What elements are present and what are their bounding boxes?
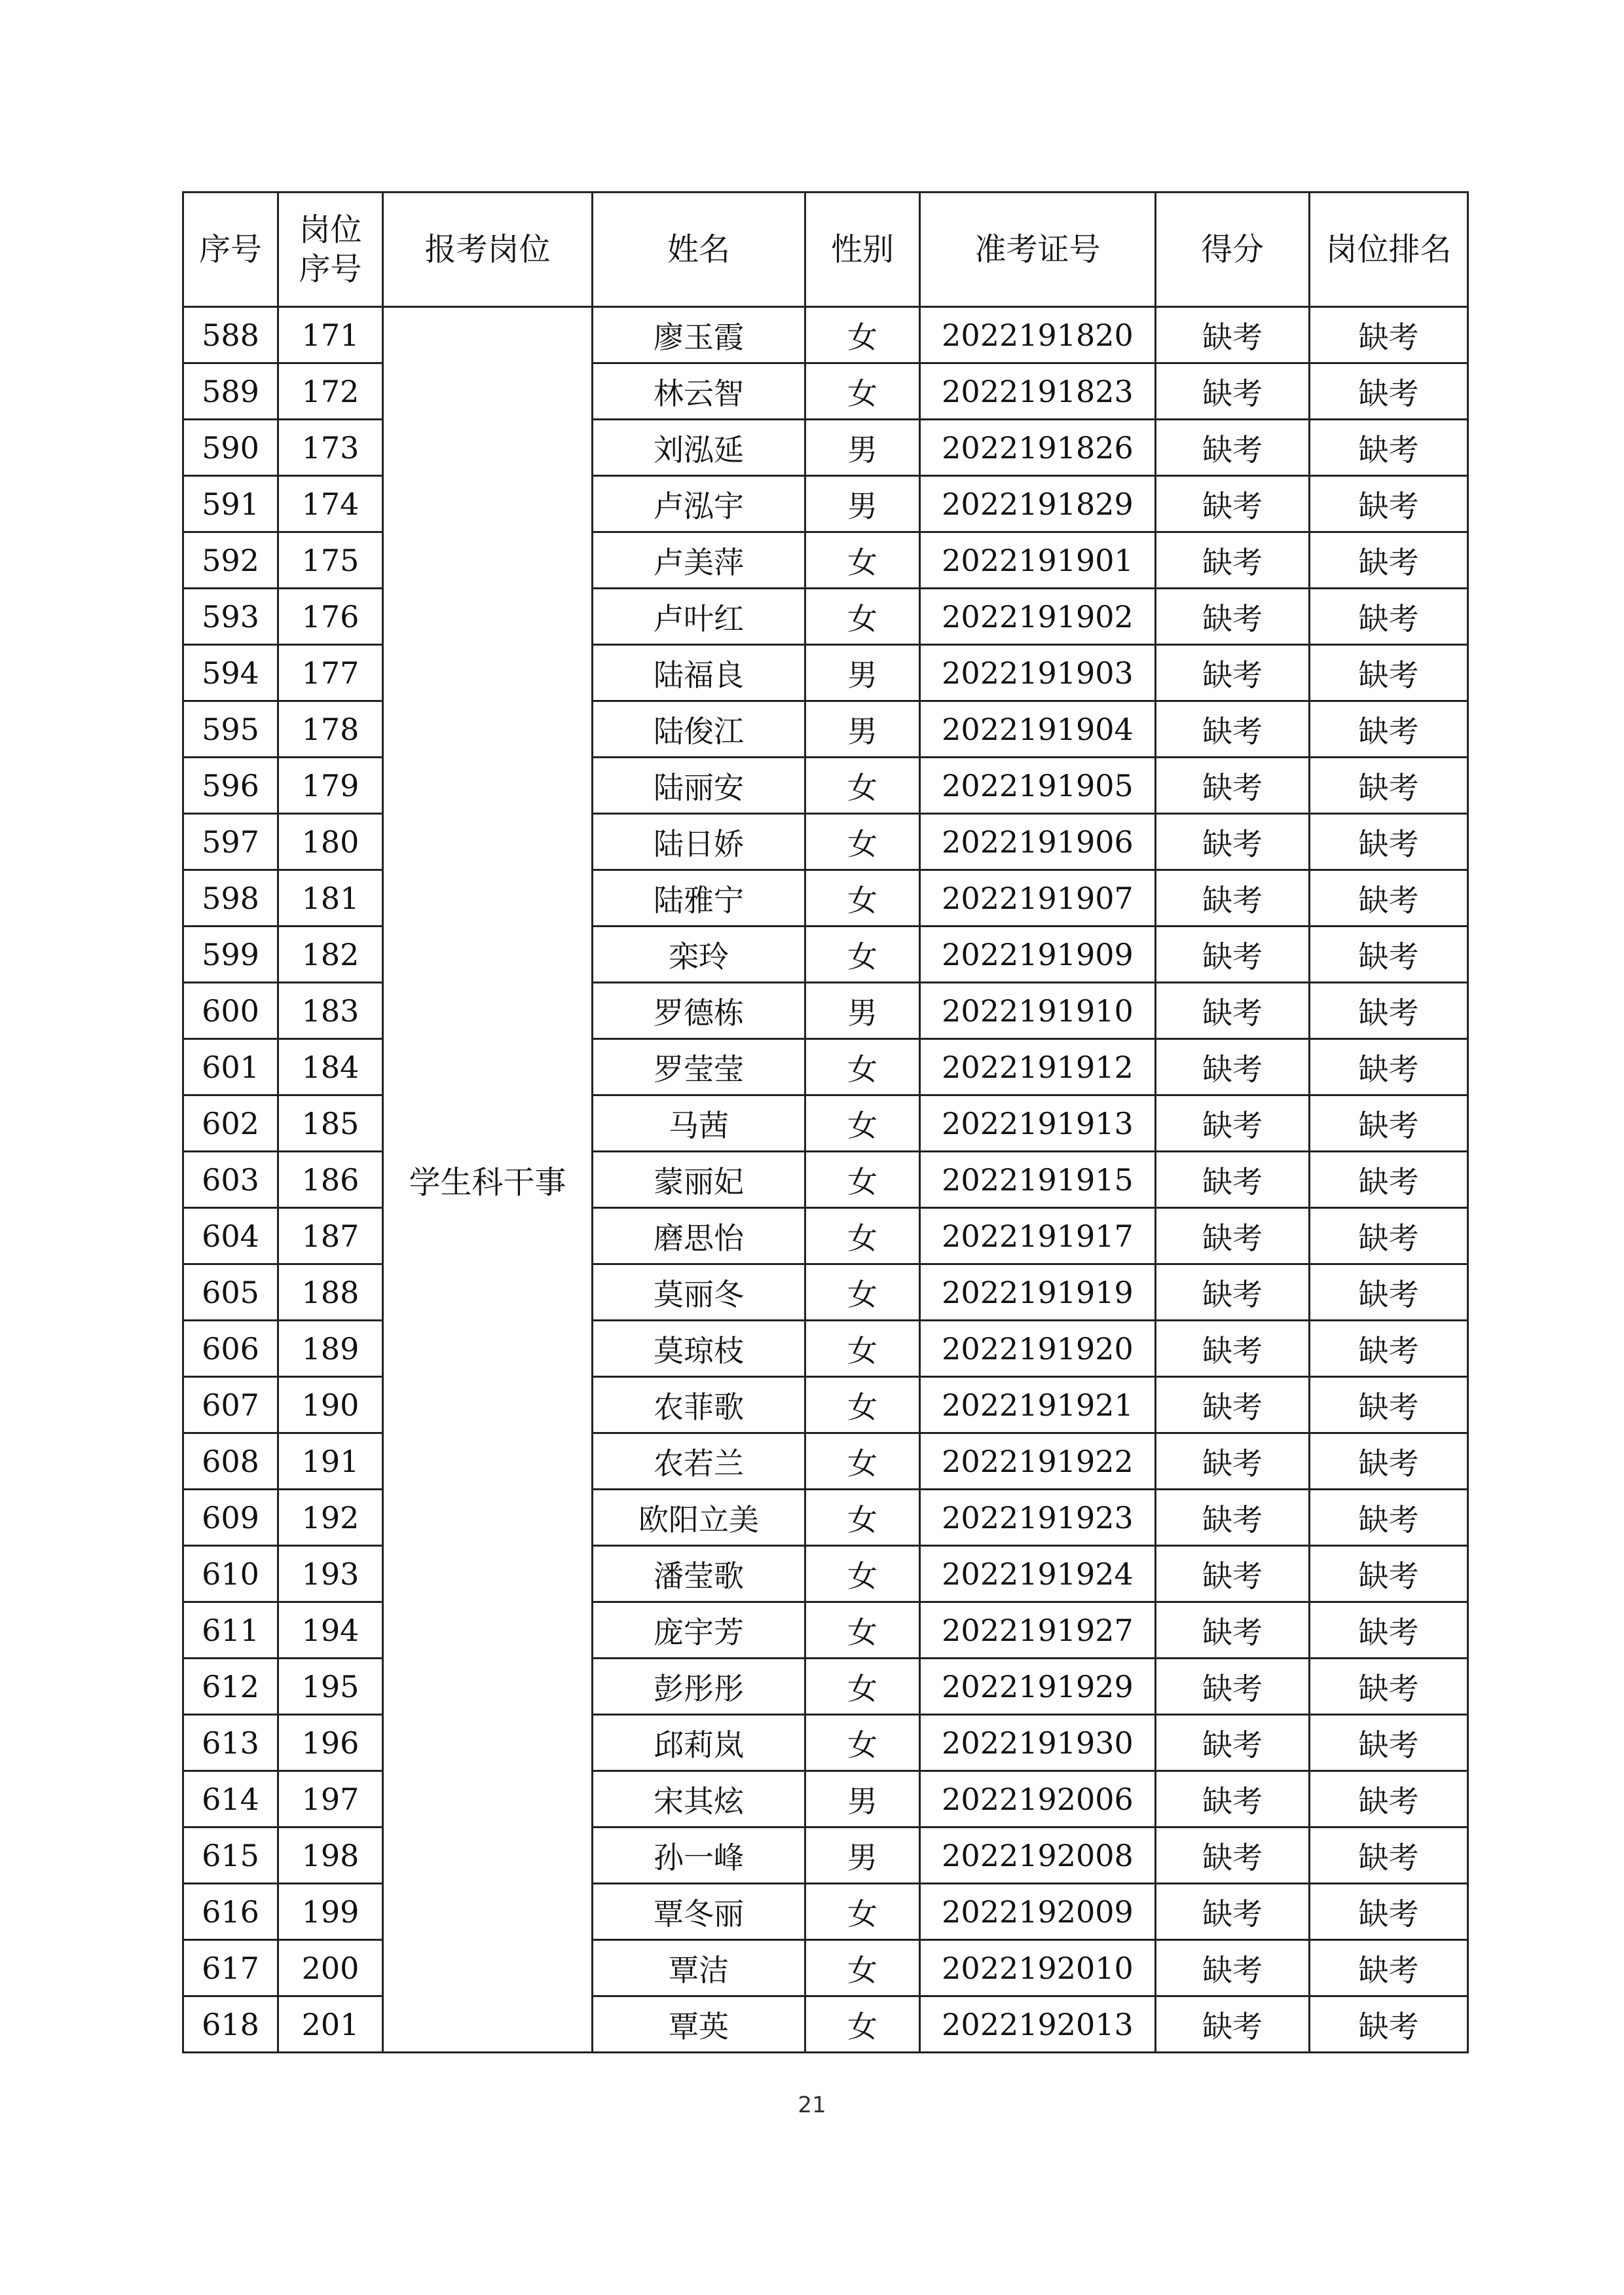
cell-seq: 615 — [183, 1827, 278, 1884]
table-row — [183, 1377, 1468, 1433]
cell-score: 缺考 — [1156, 701, 1310, 758]
table-row — [183, 645, 1468, 701]
cell-post-seq: 185 — [278, 1095, 383, 1152]
cell-score: 缺考 — [1156, 1433, 1310, 1490]
cell-name: 罗德栋 — [593, 983, 805, 1039]
cell-score: 缺考 — [1156, 983, 1310, 1039]
table-row — [183, 1152, 1468, 1208]
cell-seq: 604 — [183, 1208, 278, 1264]
cell-ticket: 2022191820 — [920, 307, 1156, 363]
cell-gender: 女 — [805, 532, 920, 589]
cell-seq: 591 — [183, 476, 278, 532]
header-score: 得分 — [1156, 193, 1310, 307]
table-row — [183, 870, 1468, 927]
cell-seq: 617 — [183, 1940, 278, 1996]
score-sheet — [182, 191, 1467, 2053]
cell-gender: 女 — [805, 927, 920, 983]
cell-ticket: 2022191902 — [920, 589, 1156, 645]
cell-ticket: 2022191920 — [920, 1321, 1156, 1377]
cell-rank: 缺考 — [1310, 1095, 1468, 1152]
cell-post-seq: 186 — [278, 1152, 383, 1208]
cell-seq: 593 — [183, 589, 278, 645]
cell-name: 彭彤彤 — [593, 1659, 805, 1715]
cell-seq: 592 — [183, 532, 278, 589]
cell-ticket: 2022192010 — [920, 1940, 1156, 1996]
table-row — [183, 1771, 1468, 1827]
cell-name: 陆雅宁 — [593, 870, 805, 927]
cell-score: 缺考 — [1156, 363, 1310, 420]
cell-score: 缺考 — [1156, 420, 1310, 476]
cell-name: 欧阳立美 — [593, 1490, 805, 1546]
cell-seq: 589 — [183, 363, 278, 420]
cell-rank: 缺考 — [1310, 1659, 1468, 1715]
cell-name: 庞宇芳 — [593, 1602, 805, 1659]
cell-ticket: 2022191904 — [920, 701, 1156, 758]
cell-seq: 618 — [183, 1996, 278, 2053]
cell-rank: 缺考 — [1310, 1264, 1468, 1321]
cell-ticket: 2022192006 — [920, 1771, 1156, 1827]
cell-post-seq: 196 — [278, 1715, 383, 1771]
cell-rank: 缺考 — [1310, 983, 1468, 1039]
cell-name: 邱莉岚 — [593, 1715, 805, 1771]
cell-post-seq: 180 — [278, 814, 383, 870]
cell-score: 缺考 — [1156, 758, 1310, 814]
cell-post-seq: 198 — [278, 1827, 383, 1884]
cell-score: 缺考 — [1156, 1377, 1310, 1433]
cell-post-seq: 183 — [278, 983, 383, 1039]
header-post-seq — [278, 193, 383, 307]
table-row — [183, 1715, 1468, 1771]
cell-seq: 605 — [183, 1264, 278, 1321]
table-row — [183, 1039, 1468, 1095]
cell-score: 缺考 — [1156, 1039, 1310, 1095]
cell-ticket: 2022191910 — [920, 983, 1156, 1039]
cell-post-seq: 195 — [278, 1659, 383, 1715]
cell-score: 缺考 — [1156, 814, 1310, 870]
cell-rank: 缺考 — [1310, 645, 1468, 701]
cell-score: 缺考 — [1156, 1659, 1310, 1715]
cell-name: 蒙丽妃 — [593, 1152, 805, 1208]
page-number: 21 — [798, 2092, 826, 2118]
cell-name: 莫琼枝 — [593, 1321, 805, 1377]
cell-name: 陆丽安 — [593, 758, 805, 814]
cell-gender: 女 — [805, 1996, 920, 2053]
table-row — [183, 1940, 1468, 1996]
cell-post: 学生科干事 — [383, 307, 593, 2053]
cell-score: 缺考 — [1156, 1095, 1310, 1152]
cell-score: 缺考 — [1156, 476, 1310, 532]
table-row — [183, 814, 1468, 870]
cell-rank: 缺考 — [1310, 1996, 1468, 2053]
table-row — [183, 1321, 1468, 1377]
cell-rank: 缺考 — [1310, 1039, 1468, 1095]
table-row — [183, 758, 1468, 814]
cell-name: 廖玉霞 — [593, 307, 805, 363]
cell-rank: 缺考 — [1310, 927, 1468, 983]
cell-gender: 男 — [805, 701, 920, 758]
cell-post-seq: 173 — [278, 420, 383, 476]
cell-name: 马茜 — [593, 1095, 805, 1152]
cell-name: 宋其炫 — [593, 1771, 805, 1827]
cell-gender: 女 — [805, 1208, 920, 1264]
cell-rank: 缺考 — [1310, 532, 1468, 589]
cell-rank: 缺考 — [1310, 1884, 1468, 1940]
cell-seq: 595 — [183, 701, 278, 758]
cell-gender: 女 — [805, 363, 920, 420]
cell-name: 潘莹歌 — [593, 1546, 805, 1602]
cell-name: 孙一峰 — [593, 1827, 805, 1884]
cell-seq: 588 — [183, 307, 278, 363]
cell-ticket: 2022191913 — [920, 1095, 1156, 1152]
table-row — [183, 307, 1468, 363]
table-row — [183, 927, 1468, 983]
cell-seq: 606 — [183, 1321, 278, 1377]
cell-ticket: 2022191915 — [920, 1152, 1156, 1208]
cell-score: 缺考 — [1156, 1827, 1310, 1884]
cell-post-seq: 172 — [278, 363, 383, 420]
cell-rank: 缺考 — [1310, 307, 1468, 363]
cell-ticket: 2022191930 — [920, 1715, 1156, 1771]
cell-score: 缺考 — [1156, 1602, 1310, 1659]
cell-seq: 602 — [183, 1095, 278, 1152]
cell-score: 缺考 — [1156, 1996, 1310, 2053]
cell-gender: 女 — [805, 1602, 920, 1659]
table-row — [183, 1264, 1468, 1321]
cell-rank: 缺考 — [1310, 701, 1468, 758]
cell-rank: 缺考 — [1310, 476, 1468, 532]
cell-post-seq: 194 — [278, 1602, 383, 1659]
cell-post-seq: 193 — [278, 1546, 383, 1602]
cell-seq: 590 — [183, 420, 278, 476]
table-row — [183, 1884, 1468, 1940]
cell-seq: 599 — [183, 927, 278, 983]
cell-ticket: 2022192008 — [920, 1827, 1156, 1884]
cell-rank: 缺考 — [1310, 1433, 1468, 1490]
cell-post-seq: 199 — [278, 1884, 383, 1940]
cell-rank: 缺考 — [1310, 1940, 1468, 1996]
cell-score: 缺考 — [1156, 1321, 1310, 1377]
cell-rank: 缺考 — [1310, 589, 1468, 645]
cell-ticket: 2022192013 — [920, 1996, 1156, 2053]
cell-name: 陆福良 — [593, 645, 805, 701]
cell-post-seq: 177 — [278, 645, 383, 701]
cell-score: 缺考 — [1156, 1884, 1310, 1940]
cell-score: 缺考 — [1156, 1264, 1310, 1321]
cell-ticket: 2022191909 — [920, 927, 1156, 983]
cell-seq: 596 — [183, 758, 278, 814]
cell-rank: 缺考 — [1310, 363, 1468, 420]
cell-name: 林云智 — [593, 363, 805, 420]
cell-post-seq: 192 — [278, 1490, 383, 1546]
cell-seq: 603 — [183, 1152, 278, 1208]
cell-gender: 男 — [805, 1827, 920, 1884]
cell-name: 刘泓延 — [593, 420, 805, 476]
cell-gender: 女 — [805, 589, 920, 645]
cell-ticket: 2022191917 — [920, 1208, 1156, 1264]
cell-seq: 612 — [183, 1659, 278, 1715]
cell-gender: 男 — [805, 983, 920, 1039]
cell-gender: 女 — [805, 1433, 920, 1490]
cell-rank: 缺考 — [1310, 1546, 1468, 1602]
results-table — [182, 191, 1469, 2053]
cell-name: 罗莹莹 — [593, 1039, 805, 1095]
cell-gender: 女 — [805, 1490, 920, 1546]
cell-rank: 缺考 — [1310, 1715, 1468, 1771]
cell-gender: 女 — [805, 1264, 920, 1321]
table-row — [183, 1546, 1468, 1602]
cell-ticket: 2022191907 — [920, 870, 1156, 927]
cell-rank: 缺考 — [1310, 758, 1468, 814]
cell-post-seq: 171 — [278, 307, 383, 363]
cell-ticket: 2022191921 — [920, 1377, 1156, 1433]
cell-ticket: 2022191826 — [920, 420, 1156, 476]
cell-name: 覃冬丽 — [593, 1884, 805, 1940]
table-row — [183, 701, 1468, 758]
table-row — [183, 1095, 1468, 1152]
cell-name: 农菲歌 — [593, 1377, 805, 1433]
cell-name: 磨思怡 — [593, 1208, 805, 1264]
cell-ticket: 2022191923 — [920, 1490, 1156, 1546]
cell-seq: 608 — [183, 1433, 278, 1490]
table-row — [183, 1602, 1468, 1659]
cell-score: 缺考 — [1156, 1490, 1310, 1546]
cell-post-seq: 187 — [278, 1208, 383, 1264]
cell-post-seq: 181 — [278, 870, 383, 927]
cell-gender: 女 — [805, 1321, 920, 1377]
cell-rank: 缺考 — [1310, 1208, 1468, 1264]
cell-seq: 616 — [183, 1884, 278, 1940]
cell-ticket: 2022191924 — [920, 1546, 1156, 1602]
cell-post-seq: 182 — [278, 927, 383, 983]
cell-gender: 女 — [805, 307, 920, 363]
cell-seq: 600 — [183, 983, 278, 1039]
header-name: 姓名 — [593, 193, 805, 307]
cell-ticket: 2022191829 — [920, 476, 1156, 532]
cell-seq: 614 — [183, 1771, 278, 1827]
cell-gender: 女 — [805, 870, 920, 927]
cell-ticket: 2022191912 — [920, 1039, 1156, 1095]
cell-post-seq: 178 — [278, 701, 383, 758]
cell-ticket: 2022191922 — [920, 1433, 1156, 1490]
table-row — [183, 1827, 1468, 1884]
cell-gender: 女 — [805, 1039, 920, 1095]
cell-post-seq: 179 — [278, 758, 383, 814]
cell-seq: 594 — [183, 645, 278, 701]
cell-gender: 女 — [805, 1659, 920, 1715]
cell-post-seq: 184 — [278, 1039, 383, 1095]
cell-post-seq: 200 — [278, 1940, 383, 1996]
header-gender: 性别 — [805, 193, 920, 307]
cell-ticket: 2022191906 — [920, 814, 1156, 870]
cell-name: 莫丽冬 — [593, 1264, 805, 1321]
table-row — [183, 1433, 1468, 1490]
table-row — [183, 983, 1468, 1039]
table-row — [183, 1208, 1468, 1264]
header-post-seq-line2: 序号 — [299, 251, 362, 287]
table-row — [183, 1490, 1468, 1546]
cell-score: 缺考 — [1156, 1715, 1310, 1771]
table-row — [183, 476, 1468, 532]
cell-score: 缺考 — [1156, 1940, 1310, 1996]
table-row — [183, 1996, 1468, 2053]
header-post-seq-line1: 岗位 — [299, 211, 362, 248]
cell-ticket: 2022191905 — [920, 758, 1156, 814]
cell-seq: 601 — [183, 1039, 278, 1095]
cell-post-seq: 190 — [278, 1377, 383, 1433]
cell-gender: 男 — [805, 645, 920, 701]
cell-name: 卢美萍 — [593, 532, 805, 589]
cell-ticket: 2022191901 — [920, 532, 1156, 589]
table-body — [183, 307, 1468, 2053]
cell-gender: 女 — [805, 1546, 920, 1602]
cell-gender: 女 — [805, 1884, 920, 1940]
cell-name: 覃英 — [593, 1996, 805, 2053]
cell-post-seq: 189 — [278, 1321, 383, 1377]
cell-rank: 缺考 — [1310, 1321, 1468, 1377]
header-post: 报考岗位 — [383, 193, 593, 307]
cell-rank: 缺考 — [1310, 1152, 1468, 1208]
cell-score: 缺考 — [1156, 645, 1310, 701]
cell-rank: 缺考 — [1310, 1827, 1468, 1884]
cell-ticket: 2022191919 — [920, 1264, 1156, 1321]
cell-gender: 男 — [805, 1771, 920, 1827]
cell-name: 陆日娇 — [593, 814, 805, 870]
header-row — [183, 193, 1468, 307]
cell-score: 缺考 — [1156, 307, 1310, 363]
cell-post-seq: 176 — [278, 589, 383, 645]
cell-gender: 女 — [805, 758, 920, 814]
cell-score: 缺考 — [1156, 1546, 1310, 1602]
cell-seq: 613 — [183, 1715, 278, 1771]
cell-rank: 缺考 — [1310, 1602, 1468, 1659]
cell-score: 缺考 — [1156, 589, 1310, 645]
cell-rank: 缺考 — [1310, 1377, 1468, 1433]
table-row — [183, 1659, 1468, 1715]
cell-seq: 609 — [183, 1490, 278, 1546]
cell-rank: 缺考 — [1310, 814, 1468, 870]
cell-rank: 缺考 — [1310, 420, 1468, 476]
cell-score: 缺考 — [1156, 927, 1310, 983]
cell-rank: 缺考 — [1310, 1771, 1468, 1827]
header-seq: 序号 — [183, 193, 278, 307]
cell-name: 栾玲 — [593, 927, 805, 983]
cell-post-seq: 197 — [278, 1771, 383, 1827]
cell-rank: 缺考 — [1310, 870, 1468, 927]
cell-name: 卢叶红 — [593, 589, 805, 645]
cell-gender: 女 — [805, 1095, 920, 1152]
cell-name: 覃洁 — [593, 1940, 805, 1996]
cell-ticket: 2022192009 — [920, 1884, 1156, 1940]
cell-post-seq: 188 — [278, 1264, 383, 1321]
cell-score: 缺考 — [1156, 1771, 1310, 1827]
cell-ticket: 2022191927 — [920, 1602, 1156, 1659]
cell-ticket: 2022191823 — [920, 363, 1156, 420]
cell-gender: 女 — [805, 1152, 920, 1208]
table-row — [183, 420, 1468, 476]
cell-score: 缺考 — [1156, 1208, 1310, 1264]
cell-post-seq: 201 — [278, 1996, 383, 2053]
cell-seq: 607 — [183, 1377, 278, 1433]
table-row — [183, 589, 1468, 645]
table-row — [183, 363, 1468, 420]
cell-post-seq: 174 — [278, 476, 383, 532]
cell-gender: 男 — [805, 476, 920, 532]
cell-seq: 610 — [183, 1546, 278, 1602]
cell-gender: 女 — [805, 814, 920, 870]
cell-post-seq: 191 — [278, 1433, 383, 1490]
cell-score: 缺考 — [1156, 870, 1310, 927]
cell-post-seq: 175 — [278, 532, 383, 589]
cell-gender: 男 — [805, 420, 920, 476]
cell-gender: 女 — [805, 1377, 920, 1433]
cell-gender: 女 — [805, 1715, 920, 1771]
table-row — [183, 532, 1468, 589]
header-rank: 岗位排名 — [1310, 193, 1468, 307]
cell-ticket: 2022191903 — [920, 645, 1156, 701]
cell-ticket: 2022191929 — [920, 1659, 1156, 1715]
cell-score: 缺考 — [1156, 532, 1310, 589]
cell-name: 卢泓宇 — [593, 476, 805, 532]
header-ticket: 准考证号 — [920, 193, 1156, 307]
cell-rank: 缺考 — [1310, 1490, 1468, 1546]
cell-score: 缺考 — [1156, 1152, 1310, 1208]
cell-gender: 女 — [805, 1940, 920, 1996]
cell-name: 陆俊江 — [593, 701, 805, 758]
cell-name: 农若兰 — [593, 1433, 805, 1490]
cell-seq: 598 — [183, 870, 278, 927]
cell-seq: 611 — [183, 1602, 278, 1659]
cell-seq: 597 — [183, 814, 278, 870]
